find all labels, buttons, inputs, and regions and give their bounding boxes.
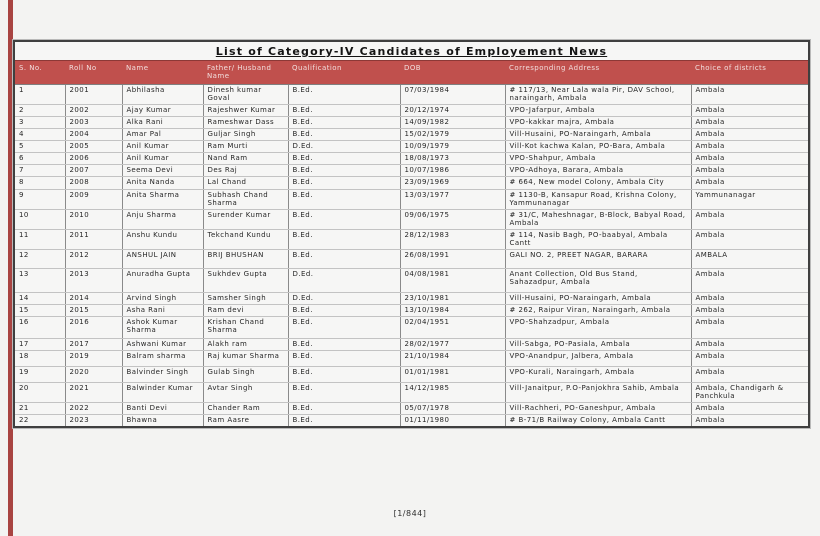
cell: Des Raj <box>203 165 288 177</box>
table-row <box>15 117 808 129</box>
cell: Vill-Husaini, PO-Naraingarh, Ambala <box>505 292 691 304</box>
cell: 2008 <box>65 177 122 189</box>
cell: Ambala <box>691 117 808 129</box>
cell: Guljar Singh <box>203 129 288 141</box>
cell: AMBALA <box>691 249 808 268</box>
cell: Avtar Singh <box>203 383 288 403</box>
cell: Ashok Kumar Sharma <box>122 317 203 339</box>
cell: Ram Aasre <box>203 415 288 427</box>
cell: Anita Sharma <box>122 189 203 209</box>
cell: Seema Devi <box>122 165 203 177</box>
cell: Ambala <box>691 339 808 351</box>
table-row <box>15 292 808 304</box>
cell: 2012 <box>65 249 122 268</box>
cell: 10/07/1986 <box>400 165 505 177</box>
table-row <box>15 367 808 383</box>
cell: Ambala <box>691 317 808 339</box>
cell: Gulab Singh <box>203 367 288 383</box>
cell: Ajay Kumar <box>122 105 203 117</box>
cell: Balvinder Singh <box>122 367 203 383</box>
cell: 14/09/1982 <box>400 117 505 129</box>
cell: B.Ed. <box>288 117 400 129</box>
cell: 8 <box>15 177 65 189</box>
cell: D.Ed. <box>288 292 400 304</box>
cell: 15/02/1979 <box>400 129 505 141</box>
cell: Ashwani Kumar <box>122 339 203 351</box>
cell: 2013 <box>65 268 122 292</box>
cell: 2016 <box>65 317 122 339</box>
cell: Ambala <box>691 229 808 249</box>
cell: Amar Pal <box>122 129 203 141</box>
cell: D.Ed. <box>288 141 400 153</box>
cell: Ambala <box>691 177 808 189</box>
cell: 2001 <box>65 85 122 105</box>
cell: 2009 <box>65 189 122 209</box>
cell: VPO-Shahzadpur, Ambala <box>505 317 691 339</box>
cell: Anju Sharma <box>122 209 203 229</box>
cell: VPO-Anandpur, Jalbera, Ambala <box>505 351 691 367</box>
column-header: Roll No <box>65 61 122 85</box>
cell: B.Ed. <box>288 403 400 415</box>
cell: Ambala <box>691 351 808 367</box>
cell: 2017 <box>65 339 122 351</box>
cell: 15 <box>15 304 65 316</box>
document-frame <box>13 40 810 428</box>
table-row <box>15 339 808 351</box>
cell: 2004 <box>65 129 122 141</box>
cell: 3 <box>15 117 65 129</box>
cell: Ambala <box>691 165 808 177</box>
cell: Tekchand Kundu <box>203 229 288 249</box>
cell: Ambala, Chandigarh & Panchkula <box>691 383 808 403</box>
cell: 13/03/1977 <box>400 189 505 209</box>
table-row <box>15 403 808 415</box>
cell: B.Ed. <box>288 383 400 403</box>
cell: B.Ed. <box>288 209 400 229</box>
cell: 28/12/1983 <box>400 229 505 249</box>
column-header: Father/ Husband Name <box>203 61 288 85</box>
column-header: Corresponding Address <box>505 61 691 85</box>
cell: Krishan Chand Sharma <box>203 317 288 339</box>
cell: VPO-Jafarpur, Ambala <box>505 105 691 117</box>
cell: 01/01/1981 <box>400 367 505 383</box>
table-row <box>15 85 808 105</box>
cell: 21/10/1984 <box>400 351 505 367</box>
cell: 5 <box>15 141 65 153</box>
cell: B.Ed. <box>288 165 400 177</box>
cell: Anil Kumar <box>122 153 203 165</box>
cell: B.Ed. <box>288 85 400 105</box>
table-row <box>15 229 808 249</box>
cell: Ambala <box>695 416 725 425</box>
cell: B.Ed. <box>288 229 400 249</box>
cell: Anita Nanda <box>122 177 203 189</box>
cell: Abhilasha <box>122 85 203 105</box>
cell: # 664, New model Colony, Ambala City <box>505 177 691 189</box>
cell: D.Ed. <box>288 268 400 292</box>
cell: Samsher Singh <box>203 292 288 304</box>
cell: 9 <box>15 189 65 209</box>
cell: Ambala <box>691 367 808 383</box>
cell: Anant Collection, Old Bus Stand, Sahazadpur, Ambala <box>505 268 691 292</box>
table-row <box>15 268 808 292</box>
cell: B.Ed. <box>288 317 400 339</box>
cell: Sukhdev Gupta <box>203 268 288 292</box>
cell: 2 <box>15 105 65 117</box>
table-row <box>15 209 808 229</box>
cell: # 1130-B, Kansapur Road, Krishna Colony, Yammunanagar <box>505 189 691 209</box>
table-row <box>15 153 808 165</box>
cell: Vill-Kot kachwa Kalan, PO-Bara, Ambala <box>505 141 691 153</box>
cell: Nand Ram <box>203 153 288 165</box>
column-header: S. No. <box>15 61 65 85</box>
cell: 23/09/1969 <box>400 177 505 189</box>
table-row <box>15 304 808 316</box>
cell: 2003 <box>65 117 122 129</box>
cell: VPO-Kurali, Naraingarh, Ambala <box>505 367 691 383</box>
cell: 07/03/1984 <box>400 85 505 105</box>
cell: Ram Murti <box>203 141 288 153</box>
candidates-table <box>15 60 808 426</box>
cell: Arvind Singh <box>122 292 203 304</box>
table-row <box>15 105 808 117</box>
cell: 2011 <box>65 229 122 249</box>
table-header-row <box>15 61 808 85</box>
column-header: Qualification <box>288 61 400 85</box>
cell: Lal Chand <box>203 177 288 189</box>
cell: B.Ed. <box>288 304 400 316</box>
cell: B.Ed. <box>288 105 400 117</box>
cell: Ambala <box>691 292 808 304</box>
cell: VPO-kakkar majra, Ambala <box>505 117 691 129</box>
column-header: Choice of districts <box>691 61 808 85</box>
page-number: [1/844] <box>393 509 427 518</box>
cell: Ambala <box>691 105 808 117</box>
cell: Anuradha Gupta <box>122 268 203 292</box>
cell: 04/08/1981 <box>400 268 505 292</box>
cell: B.Ed. <box>288 129 400 141</box>
cell: 2002 <box>65 105 122 117</box>
cell: Raj kumar Sharma <box>203 351 288 367</box>
cell: 7 <box>15 165 65 177</box>
cell: 02/04/1951 <box>400 317 505 339</box>
cell: 2019 <box>65 351 122 367</box>
cell: B.Ed. <box>288 177 400 189</box>
page-title: List of Category-IV Candidates of Employement News <box>215 45 608 58</box>
cell: 13/10/1984 <box>400 304 505 316</box>
cell: Vill-Husaini, PO-Naraingarh, Ambala <box>505 129 691 141</box>
table-row <box>15 383 808 403</box>
cell: BRIJ BHUSHAN <box>203 249 288 268</box>
cell: Dinesh kumar Goval <box>203 85 288 105</box>
cell: 2020 <box>65 367 122 383</box>
cell: Rameshwar Dass <box>203 117 288 129</box>
cell: Ambala <box>691 209 808 229</box>
cell: Ambala <box>691 85 808 105</box>
cell: 20 <box>15 383 65 403</box>
cell: 23/10/1981 <box>400 292 505 304</box>
cell: 17 <box>15 339 65 351</box>
cell: Ambala <box>691 129 808 141</box>
table-row <box>15 165 808 177</box>
cell: 18/08/1973 <box>400 153 505 165</box>
cell: B.Ed. <box>288 153 400 165</box>
cell: VPO-Adhoya, Barara, Ambala <box>505 165 691 177</box>
cell: Anil Kumar <box>122 141 203 153</box>
cell: 1 <box>15 85 65 105</box>
cell: Rajeshwer Kumar <box>203 105 288 117</box>
column-header: Name <box>122 61 203 85</box>
cell: 14/12/1985 <box>400 383 505 403</box>
table-row <box>15 189 808 209</box>
table-row <box>15 249 808 268</box>
cell: Chander Ram <box>203 403 288 415</box>
cell: # 114, Nasib Bagh, PO-baabyal, Ambala Cantt <box>505 229 691 249</box>
table-row <box>15 317 808 339</box>
cell: Ambala <box>691 403 808 415</box>
column-header: DOB <box>400 61 505 85</box>
cell: 26/08/1991 <box>400 249 505 268</box>
cell: Alka Rani <box>122 117 203 129</box>
table-row <box>15 129 808 141</box>
cell: B.Ed. <box>288 351 400 367</box>
cell: Yammunanagar <box>691 189 808 209</box>
cell: 05/07/1978 <box>400 403 505 415</box>
cell: 2022 <box>65 403 122 415</box>
cell: 2007 <box>65 165 122 177</box>
cell: # B-71/B Railway Colony, Ambala Cantt <box>505 415 691 427</box>
cell: 10/09/1979 <box>400 141 505 153</box>
cell: 2021 <box>65 383 122 403</box>
cell: Ram devi <box>203 304 288 316</box>
cell: 01/11/1980 <box>400 415 505 427</box>
cell: B.Ed. <box>288 189 400 209</box>
cell: 12 <box>15 249 65 268</box>
cell: Vill-Sabga, PO-Pasiala, Ambala <box>505 339 691 351</box>
cell: B.Ed. <box>288 339 400 351</box>
cell: 19 <box>15 367 65 383</box>
cell: Ambala <box>691 141 808 153</box>
cell: 14 <box>15 292 65 304</box>
cell: 2010 <box>65 209 122 229</box>
cell: 11 <box>15 229 65 249</box>
table-row <box>15 177 808 189</box>
cell: Ambala <box>691 304 808 316</box>
table-row <box>15 351 808 367</box>
cell: Asha Rani <box>122 304 203 316</box>
cell: # 117/13, Near Lala wala Pir, DAV School, naraingarh, Ambala <box>505 85 691 105</box>
cell: 18 <box>15 351 65 367</box>
cell: B.Ed. <box>288 415 400 427</box>
cell: Surender Kumar <box>203 209 288 229</box>
cell: Subhash Chand Sharma <box>203 189 288 209</box>
cell: 6 <box>15 153 65 165</box>
cell: 4 <box>15 129 65 141</box>
cell: Balwinder Kumar <box>122 383 203 403</box>
cell: 22 <box>15 415 65 427</box>
cell: Balram sharma <box>122 351 203 367</box>
cell: 21 <box>15 403 65 415</box>
cell: # 262, Raipur Viran, Naraingarh, Ambala <box>505 304 691 316</box>
cell: Alakh ram <box>203 339 288 351</box>
cell: # 31/C, Maheshnagar, B-Block, Babyal Road, Ambala <box>505 209 691 229</box>
cell: 20/12/1974 <box>400 105 505 117</box>
cell: Banti Devi <box>122 403 203 415</box>
cell: 16 <box>15 317 65 339</box>
cell: Vill-Janaitpur, P.O-Panjokhra Sahib, Ambala <box>505 383 691 403</box>
cell: B.Ed. <box>288 249 400 268</box>
table-row <box>15 415 808 427</box>
cell: 2023 <box>65 415 122 427</box>
cell: VPO-Shahpur, Ambala <box>505 153 691 165</box>
cell: 2014 <box>65 292 122 304</box>
cell: 13 <box>15 268 65 292</box>
cell: 2005 <box>65 141 122 153</box>
table-row <box>15 141 808 153</box>
cell: 09/06/1975 <box>400 209 505 229</box>
cell: 2006 <box>65 153 122 165</box>
cell: Ambala <box>691 268 808 292</box>
cell: Ambala <box>691 153 808 165</box>
cell: 2015 <box>65 304 122 316</box>
cell: Anshu Kundu <box>122 229 203 249</box>
cell: Bhawna <box>122 415 203 427</box>
cell: Vill-Rachheri, PO-Ganeshpur, Ambala <box>505 403 691 415</box>
cell: GALI NO. 2, PREET NAGAR, BARARA <box>505 249 691 268</box>
cell: B.Ed. <box>288 367 400 383</box>
cell: 28/02/1977 <box>400 339 505 351</box>
cell: 10 <box>15 209 65 229</box>
cell: ANSHUL JAIN <box>122 249 203 268</box>
